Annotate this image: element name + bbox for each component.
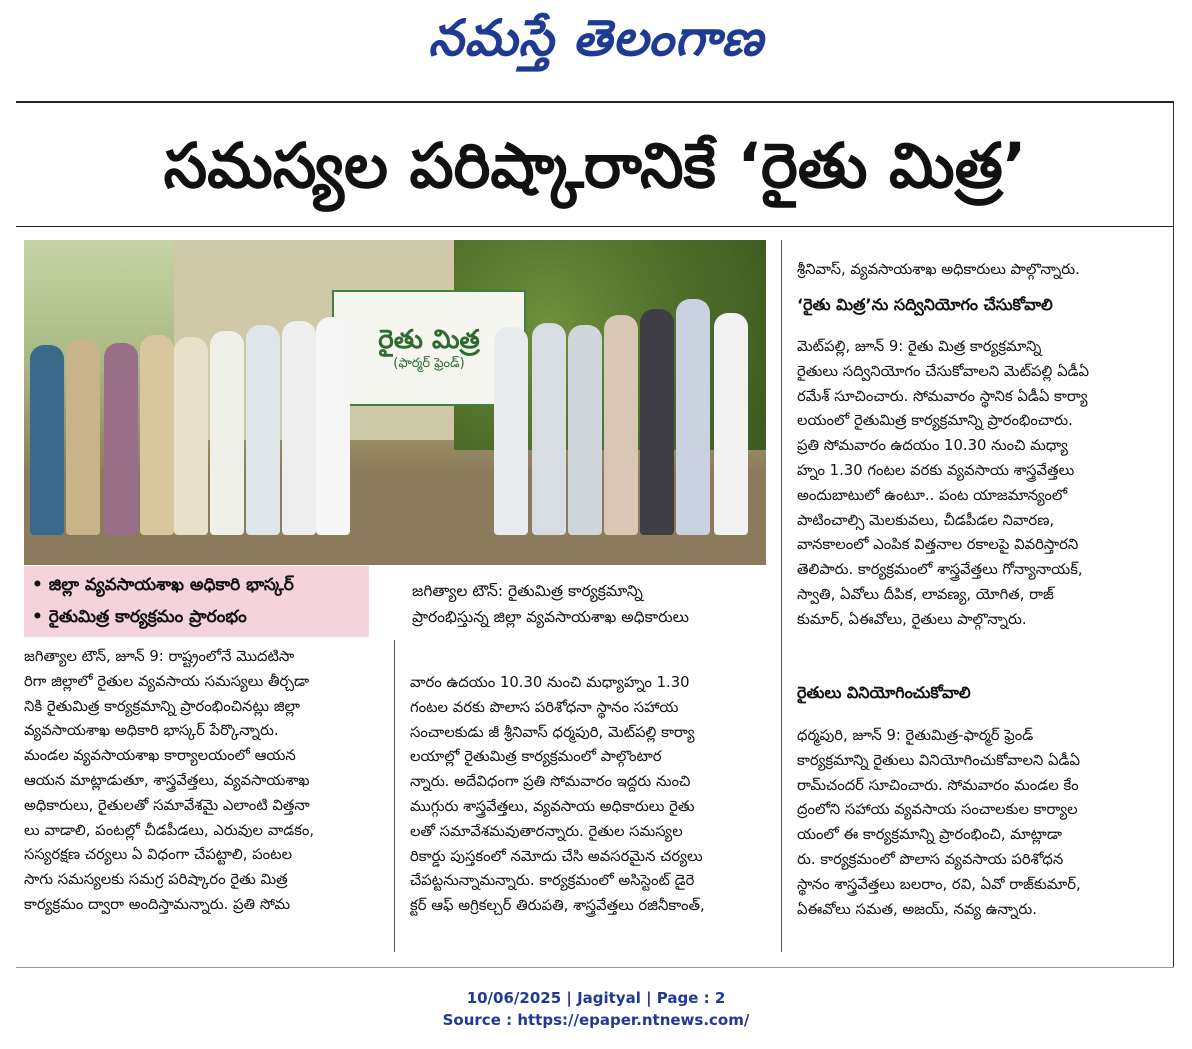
text-line: ముగ్గురు శాస్త్రవేత్తలు, వ్యవసాయ అధికారులు రైతు [410,797,695,815]
text-line: జగిత్యాల టౌన్‌, జూన్‌ 9: రాష్ట్రంలోనే మొదటిసా [24,648,295,665]
text-line: కుమార్‌, ఏఈవోలు, రైతులు పాల్గొన్నారు. [797,610,1027,628]
text-line: మండల వ్యవసాయశాఖ కార్యాలయంలో ఆయన [24,747,296,765]
text-line: రిగా జిల్లాలో రైతుల వ్యవసాయ సమస్యలు తీర్చడా [24,672,310,690]
text-line: రైతులు సద్వినియోగం చేసుకోవాలని మెట్‌పల్లి ఏడీఏ [797,362,1090,380]
banner-title: రైతు మిత్ర [378,325,480,355]
text-line: ప్రతి సోమవారం ఉదయం 10.30 నుంచి మధ్యా [797,437,1068,455]
masthead-rule [16,101,1174,103]
text-line: ద్రంలోని సహాయ వ్యవసాయ సంచాలకుల కార్యాల [797,801,1078,819]
article-headline: సమస్యల పరిష్కారానికే ‘రైతు మిత్ర’ [163,129,1027,202]
text-line: కార్యక్రమాన్ని రైతులు వినియోగించుకోవాలని ఏడీఏ [797,751,1081,769]
section-heading-2: రైతులు వినియోగించుకోవాలి [797,683,971,702]
newspaper-masthead: నమస్తే తెలంగాణ [428,8,764,67]
text-line: న్నారు. అదేవిధంగా ప్రతి సోమవారం ఇద్దరు నుంచి [410,773,691,791]
text-line: అధికారులు, రైతులతో సమావేశమై ఎలాంటి విత్తనా [24,796,310,814]
text-line: నికి రైతుమిత్ర కార్యక్రమాన్ని ప్రారంభించినట్లు జిల్లా [24,697,301,715]
person-figure [246,325,280,535]
caption-line: జగిత్యాల టౌన్‌: రైతుమిత్ర కార్యక్రమాన్ని [412,582,643,600]
left-column-text [24,645,384,918]
person-figure [714,313,748,535]
right-column-section-2 [797,724,1157,922]
person-figure [676,299,710,535]
text-line: క్టర్‌ ఆఫ్‌ అగ్రికల్చర్‌ తిరుపతి, శాస్త్రవేత్తలు రజినీకాంత్‌, [410,897,705,915]
person-figure [532,323,566,535]
text-line: రమేశ్‌ సూచించారు. సోమవారం స్థానిక ఏడీఏ కార్యా [797,387,1088,405]
text-line: పాటించాల్సి మెలకువలు, చీడపీడల నివారణ, [797,511,1055,529]
headline-rule [16,226,1174,227]
person-figure [30,345,64,535]
text-line: రామ్‌చందర్‌ సూచించారు. సోమవారం మండల కేం [797,776,1079,794]
person-figure [66,339,100,535]
person-figure [604,315,638,535]
text-line: ఆయన మాట్లాడుతూ, శాస్త్రవేత్తలు, వ్యవసాయశాఖ [24,771,310,789]
text-line: యంలో ఈ కార్యక్రమాన్ని ప్రారంభించి, మాట్లాడా [797,826,1062,844]
highlight-item: • జిల్లా వ్యవసాయశాఖ అధికారి భాస్కర్ [32,575,294,595]
person-figure [174,337,208,535]
person-figure [494,327,528,535]
news-photo [24,240,766,565]
text-line: వ్యవసాయశాఖ అధికారి భాస్కర్‌ పేర్కొన్నారు. [24,722,279,740]
person-figure [568,325,602,535]
text-line: లయంలో రైతుమిత్ర కార్యక్రమాన్ని ప్రారంభించారు. [797,412,1073,430]
person-figure [282,321,316,535]
person-figure [316,317,350,535]
footer-source-link[interactable]: Source : https://epaper.ntnews.com/ [442,1011,750,1029]
page-right-border [1173,102,1174,968]
text-line: వానకాలంలో ఎంపిక విత్తనాల రకాలపై వివరిస్తారని [797,536,1079,554]
text-line: వారం ఉదయం 10.30 నుంచి మధ్యాహ్నం 1.30 [410,674,690,691]
text-line: లయాల్లో రైతుమిత్ర కార్యక్రమంలో పాల్గొంటార [410,748,662,766]
text-line: లతో సమావేశమవుతారన్నారు. రైతుల సమస్యల [410,822,683,840]
person-figure [104,343,138,535]
banner-subtitle: (ఫార్మర్ ఫ్రెండ్) [393,356,465,371]
text-line: స్వాతి, ఏవోలు దీపిక, లావణ్య, యోగిత, రాజ్‌ [797,585,1054,603]
text-line: రికార్డు పుస్తకంలో నమోదు చేసి అవసరమైన చర్యలు [410,847,703,865]
column-divider [781,240,782,952]
footer-rule [16,967,1174,968]
text-line: రు. కార్యక్రమంలో పొలాస వ్యవసాయ పరిశోధన [797,850,1064,868]
right-column-section-1 [797,335,1157,633]
text-line: గంటల వరకు పొలాస పరిశోధనా స్థానం సహాయ [410,698,679,716]
column-divider [394,640,395,952]
caption-line: ప్రారంభిస్తున్న జిల్లా వ్యవసాయశాఖ అధికారులు [412,608,689,626]
text-line: సాగు సమస్యలకు సమగ్ర పరిష్కారం రైతు మిత్ర [24,871,288,889]
text-line: లు వాడాలి, పంటల్లో చీడపీడలు, ఎరువుల వాడకం, [24,821,315,839]
photo-group-of-people [24,310,766,565]
right-column-intro [797,258,1157,283]
text-line: శ్రీనివాస్‌, వ్యవసాయశాఖ అధికారులు పాల్గొన్నారు. [797,261,1080,278]
text-line: తెలిపారు. కార్యక్రమంలో శాస్త్రవేత్తలు గోన్యానాయక్‌, [797,561,1083,579]
text-line: చేపట్టనున్నామన్నారు. కార్యక్రమంలో అసిస్టెంట్‌ డైరె [410,872,695,890]
text-line: హ్నం 1.30 గంటల వరకు వ్యవసాయ శాస్త్రవేత్తలు [797,461,1075,479]
photo-caption [412,578,762,630]
middle-column-text [410,671,768,919]
text-line: ఏఈవోలు సమత, అజయ్‌, నవ్య ఉన్నారు. [797,900,1037,918]
text-line: స్థానం శాస్త్రవేత్తలు బలరాం, రవి, ఏవో రాజ్‌కుమార్‌, [797,875,1081,893]
highlight-item: • రైతుమిత్ర కార్యక్రమం ప్రారంభం [32,607,247,627]
highlights-box [24,566,369,637]
person-figure [210,331,244,535]
section-heading-1: ‘రైతు మిత్ర’ను సద్వినియోగం చేసుకోవాలి [797,295,1053,314]
footer-date-line: 10/06/2025 | Jagityal | Page : 2 [466,989,726,1007]
person-figure [140,335,174,535]
text-line: సస్యరక్షణ చర్యలు ఏ విధంగా చేపట్టాలి, పంటల [24,846,293,864]
text-line: మెట్‌పల్లి, జూన్‌ 9: రైతు మిత్ర కార్యక్రమాన్ని [797,338,1042,355]
person-figure [640,309,674,535]
text-line: ధర్మపురి, జూన్‌ 9: రైతుమిత్ర-ఫార్మర్‌ ఫ్రెండ్‌ [797,727,1034,744]
text-line: కార్యక్రమం ద్వారా అందిస్తామన్నారు. ప్రతి సోమ [24,895,291,913]
text-line: అందుబాటులో ఉంటూ.. పంట యాజమాన్యంలో [797,486,1068,504]
text-line: సంచాలకుడు జీ శ్రీనివాస్‌ ధర్మపురి, మెట్‌పల్లి కార్యా [410,723,695,741]
